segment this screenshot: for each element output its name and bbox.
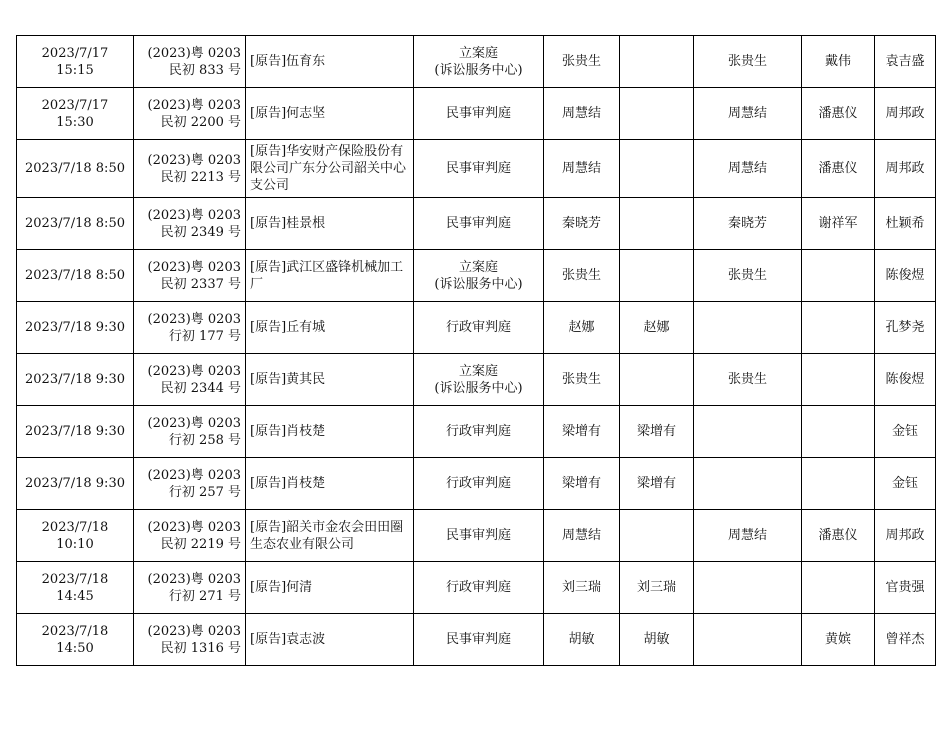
assessor: 谢祥军 (818, 216, 858, 231)
party-name: [原告]何清 (250, 580, 313, 595)
presiding-judge: 胡敏 (568, 632, 595, 647)
case-number-line2: 行初 177 号 (168, 328, 241, 344)
judge-col7-cell (694, 406, 802, 458)
clerk-cell (875, 88, 936, 140)
table-row (17, 406, 936, 458)
case-number-line1: (2023)粤 0203 (147, 363, 241, 379)
assessor-cell (802, 510, 875, 562)
party-name: [原告]华安财产保险股份有限公司广东分公司韶关中心支公司 (250, 144, 407, 193)
case-number-line1: (2023)粤 0203 (147, 97, 241, 113)
party-cell (246, 458, 414, 510)
court-name: 民事审判庭 (445, 632, 511, 647)
judge-col6-cell (620, 250, 694, 302)
hearing-time: 2023/7/17 15:30 (41, 97, 109, 130)
table-row (17, 562, 936, 614)
case-number-line2: 民初 2337 号 (160, 276, 241, 292)
case-number-line1: (2023)粤 0203 (147, 207, 241, 223)
hearing-time: 2023/7/18 8:50 (25, 268, 125, 283)
judge-col6-cell (620, 88, 694, 140)
judge-col6-cell (620, 140, 694, 198)
clerk-cell (875, 140, 936, 198)
case-number-cell (134, 458, 246, 510)
assessor-cell (802, 354, 875, 406)
court-name: 民事审判庭 (445, 106, 511, 121)
party-cell (246, 302, 414, 354)
case-number-cell (134, 614, 246, 666)
judge-col7-cell (694, 140, 802, 198)
court-name: 立案庭 (458, 45, 498, 61)
hearing-time: 2023/7/18 9:30 (25, 320, 125, 335)
judge-col7: 张贵生 (727, 372, 767, 387)
court-name: 民事审判庭 (445, 161, 511, 176)
judge-col7: 张贵生 (727, 268, 767, 283)
case-number-line2: 民初 2349 号 (160, 224, 241, 240)
table-row (17, 510, 936, 562)
assessor-cell (802, 36, 875, 88)
party-name: [原告]肖枝楚 (250, 424, 326, 439)
hearing-time-cell (17, 510, 134, 562)
case-number-line1: (2023)粤 0203 (147, 467, 241, 483)
court-name: 行政审判庭 (445, 476, 511, 491)
court-cell (414, 510, 544, 562)
table-row (17, 354, 936, 406)
clerk-cell (875, 354, 936, 406)
presiding-judge: 周慧结 (561, 161, 601, 176)
case-number-line1: (2023)粤 0203 (147, 623, 241, 639)
party-cell (246, 510, 414, 562)
court-cell (414, 140, 544, 198)
assessor: 潘惠仪 (818, 106, 858, 121)
party-cell (246, 354, 414, 406)
court-cell (414, 250, 544, 302)
hearing-time-cell (17, 250, 134, 302)
presiding-judge: 周慧结 (561, 106, 601, 121)
presiding-judge-cell (544, 614, 620, 666)
presiding-judge-cell (544, 140, 620, 198)
judge-col6-cell (620, 614, 694, 666)
court-name: 行政审判庭 (445, 424, 511, 439)
court-name: 民事审判庭 (445, 216, 511, 231)
assessor-cell (802, 406, 875, 458)
hearing-time: 2023/7/18 14:50 (41, 623, 109, 656)
hearing-time: 2023/7/18 9:30 (25, 476, 125, 491)
case-number-line2: 行初 271 号 (168, 588, 241, 604)
case-number-line1: (2023)粤 0203 (147, 45, 241, 61)
court-name: 立案庭 (458, 259, 498, 275)
judge-col7: 秦晓芳 (727, 216, 767, 231)
judge-col7-cell (694, 36, 802, 88)
judge-col6-cell (620, 510, 694, 562)
judge-col6-cell (620, 406, 694, 458)
judge-col7-cell (694, 354, 802, 406)
hearing-time-cell (17, 302, 134, 354)
presiding-judge: 赵娜 (568, 320, 595, 335)
case-number-cell (134, 562, 246, 614)
case-number-line1: (2023)粤 0203 (147, 571, 241, 587)
clerk: 杜颖希 (885, 216, 925, 231)
case-number-cell (134, 88, 246, 140)
judge-col6: 赵娜 (643, 320, 670, 335)
court-name: 民事审判庭 (445, 528, 511, 543)
hearing-time-cell (17, 354, 134, 406)
party-cell (246, 406, 414, 458)
court-subname: (诉讼服务中心) (434, 380, 523, 396)
judge-col6: 梁增有 (636, 476, 676, 491)
judge-col6-cell (620, 302, 694, 354)
presiding-judge-cell (544, 302, 620, 354)
case-number-cell (134, 36, 246, 88)
party-cell (246, 198, 414, 250)
judge-col7-cell (694, 198, 802, 250)
clerk: 孔梦尧 (885, 320, 925, 335)
case-number-line2: 民初 2344 号 (160, 380, 241, 396)
hearing-time: 2023/7/17 15:15 (41, 45, 109, 78)
judge-col7: 周慧结 (727, 528, 767, 543)
presiding-judge-cell (544, 250, 620, 302)
table-row (17, 198, 936, 250)
case-number-cell (134, 510, 246, 562)
assessor-cell (802, 458, 875, 510)
court-cell (414, 614, 544, 666)
assessor: 潘惠仪 (818, 161, 858, 176)
assessor-cell (802, 302, 875, 354)
party-name: [原告]韶关市金农会田田圈生态农业有限公司 (250, 519, 404, 552)
clerk-cell (875, 406, 936, 458)
presiding-judge-cell (544, 36, 620, 88)
presiding-judge: 刘三瑞 (561, 580, 601, 595)
case-number-line2: 行初 257 号 (168, 484, 241, 500)
case-number-line2: 民初 2213 号 (160, 169, 241, 185)
judge-col7-cell (694, 510, 802, 562)
presiding-judge: 梁增有 (561, 424, 601, 439)
case-number-line2: 民初 833 号 (168, 62, 241, 78)
hearing-time-cell (17, 458, 134, 510)
judge-col7-cell (694, 614, 802, 666)
presiding-judge-cell (544, 458, 620, 510)
presiding-judge: 张贵生 (561, 54, 601, 69)
assessor: 戴伟 (824, 54, 851, 69)
clerk-cell (875, 510, 936, 562)
case-number-line2: 民初 2219 号 (160, 536, 241, 552)
judge-col6: 胡敏 (643, 632, 670, 647)
judge-col6-cell (620, 36, 694, 88)
court-subname: (诉讼服务中心) (434, 62, 523, 78)
assessor-cell (802, 140, 875, 198)
table-row (17, 458, 936, 510)
hearing-time-cell (17, 88, 134, 140)
court-name: 行政审判庭 (445, 580, 511, 595)
hearing-time-cell (17, 406, 134, 458)
assessor-cell (802, 614, 875, 666)
judge-col7: 周慧结 (727, 106, 767, 121)
hearing-time: 2023/7/18 8:50 (25, 216, 125, 231)
party-name: [原告]黄其民 (250, 372, 326, 387)
judge-col6-cell (620, 354, 694, 406)
presiding-judge-cell (544, 354, 620, 406)
presiding-judge: 张贵生 (561, 268, 601, 283)
case-number-cell (134, 354, 246, 406)
hearing-schedule-table (16, 35, 936, 666)
assessor: 潘惠仪 (818, 528, 858, 543)
hearing-time: 2023/7/18 14:45 (41, 571, 109, 604)
judge-col6-cell (620, 562, 694, 614)
presiding-judge-cell (544, 406, 620, 458)
assessor: 黄嫔 (824, 632, 851, 647)
presiding-judge-cell (544, 562, 620, 614)
table-row (17, 140, 936, 198)
hearing-time-cell (17, 36, 134, 88)
clerk: 官贵强 (885, 580, 925, 595)
court-cell (414, 406, 544, 458)
party-name: [原告]丘有城 (250, 320, 326, 335)
presiding-judge: 梁增有 (561, 476, 601, 491)
case-number-line2: 民初 1316 号 (160, 640, 241, 656)
judge-col6-cell (620, 198, 694, 250)
case-number-line1: (2023)粤 0203 (147, 415, 241, 431)
assessor-cell (802, 198, 875, 250)
court-cell (414, 36, 544, 88)
party-cell (246, 562, 414, 614)
party-name: [原告]袁志波 (250, 632, 326, 647)
judge-col7-cell (694, 250, 802, 302)
party-cell (246, 140, 414, 198)
table-row (17, 36, 936, 88)
case-number-line1: (2023)粤 0203 (147, 311, 241, 327)
case-number-cell (134, 140, 246, 198)
judge-col6: 梁增有 (636, 424, 676, 439)
clerk: 陈俊煜 (885, 268, 925, 283)
hearing-time: 2023/7/18 8:50 (25, 161, 125, 176)
assessor-cell (802, 88, 875, 140)
party-cell (246, 36, 414, 88)
judge-col7-cell (694, 302, 802, 354)
table-row (17, 614, 936, 666)
presiding-judge: 周慧结 (561, 528, 601, 543)
judge-col6-cell (620, 458, 694, 510)
judge-col7: 周慧结 (727, 161, 767, 176)
case-number-cell (134, 302, 246, 354)
party-name: [原告]武江区盛锋机械加工厂 (250, 259, 404, 292)
party-name: [原告]肖枝楚 (250, 476, 326, 491)
hearing-time: 2023/7/18 9:30 (25, 424, 125, 439)
party-cell (246, 614, 414, 666)
table-row (17, 88, 936, 140)
judge-col7-cell (694, 458, 802, 510)
court-subname: (诉讼服务中心) (434, 276, 523, 292)
court-cell (414, 562, 544, 614)
judge-col6: 刘三瑞 (636, 580, 676, 595)
clerk-cell (875, 250, 936, 302)
case-number-cell (134, 250, 246, 302)
clerk: 金钰 (891, 476, 918, 491)
court-cell (414, 88, 544, 140)
clerk-cell (875, 36, 936, 88)
judge-col7: 张贵生 (727, 54, 767, 69)
case-number-line2: 民初 2200 号 (160, 114, 241, 130)
presiding-judge-cell (544, 198, 620, 250)
court-cell (414, 354, 544, 406)
court-name: 立案庭 (458, 363, 498, 379)
case-number-line1: (2023)粤 0203 (147, 152, 241, 168)
clerk: 金钰 (891, 424, 918, 439)
judge-col7-cell (694, 562, 802, 614)
hearing-time-cell (17, 614, 134, 666)
hearing-time-cell (17, 562, 134, 614)
clerk: 陈俊煜 (885, 372, 925, 387)
clerk: 曾祥杰 (885, 632, 925, 647)
clerk-cell (875, 198, 936, 250)
table-body (17, 36, 936, 666)
party-cell (246, 250, 414, 302)
assessor-cell (802, 562, 875, 614)
hearing-time-cell (17, 198, 134, 250)
party-name: [原告]伍育东 (250, 54, 326, 69)
hearing-time-cell (17, 140, 134, 198)
clerk-cell (875, 302, 936, 354)
case-number-line1: (2023)粤 0203 (147, 259, 241, 275)
case-number-line2: 行初 258 号 (168, 432, 241, 448)
hearing-time: 2023/7/18 10:10 (41, 519, 109, 552)
table-row (17, 302, 936, 354)
presiding-judge: 秦晓芳 (561, 216, 601, 231)
presiding-judge-cell (544, 510, 620, 562)
clerk: 袁吉盛 (885, 54, 925, 69)
party-name: [原告]何志坚 (250, 106, 326, 121)
clerk: 周邦政 (885, 528, 925, 543)
table-row (17, 250, 936, 302)
clerk-cell (875, 614, 936, 666)
party-name: [原告]桂景根 (250, 216, 326, 231)
presiding-judge-cell (544, 88, 620, 140)
court-cell (414, 458, 544, 510)
court-cell (414, 198, 544, 250)
clerk: 周邦政 (885, 106, 925, 121)
clerk: 周邦政 (885, 161, 925, 176)
clerk-cell (875, 458, 936, 510)
case-number-cell (134, 406, 246, 458)
assessor-cell (802, 250, 875, 302)
court-name: 行政审判庭 (445, 320, 511, 335)
presiding-judge: 张贵生 (561, 372, 601, 387)
judge-col7-cell (694, 88, 802, 140)
case-number-cell (134, 198, 246, 250)
case-number-line1: (2023)粤 0203 (147, 519, 241, 535)
party-cell (246, 88, 414, 140)
hearing-time: 2023/7/18 9:30 (25, 372, 125, 387)
court-cell (414, 302, 544, 354)
clerk-cell (875, 562, 936, 614)
